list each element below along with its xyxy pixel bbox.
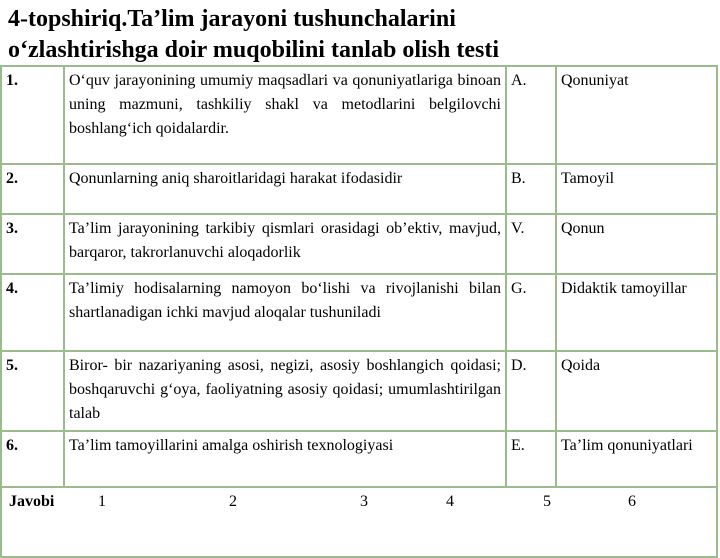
answer-slot-6[interactable]: 6 [628,493,636,510]
table-row [1,164,717,214]
table-row [1,274,717,351]
row-number: 5. [1,351,64,431]
option-letter: V. [506,214,556,274]
statement-text: Ta’lim jarayonining tarkibiy qismlari orasidagi ob’ektiv, mavjud, barqaror, takrorlanuvchi aloqadorlik [64,214,506,274]
answer-row [1,487,717,557]
answer-label: Javobi [9,493,55,510]
option-letter: G. [506,274,556,351]
answer-slot-4[interactable]: 4 [446,493,454,510]
title-line-1: 4-topshiriq.Ta’lim jarayoni tushunchalarini [8,6,456,32]
option-term: Tamoyil [556,164,717,214]
title-line-2: o‘zlashtirishga doir muqobilini tanlab olish testi [8,37,499,63]
row-number: 1. [1,66,64,164]
matching-test-table [0,65,718,558]
option-letter: D. [506,351,556,431]
table-row [1,351,717,431]
answer-slot-5[interactable]: 5 [543,493,551,510]
statement-text: O‘quv jarayonining umumiy maqsadlari va qonuniyatlariga binoan uning mazmuni, tashkiliy shakl va metodlarini belgilovchi boshlang‘ich qoidalardir. [64,66,506,164]
answer-slot-2[interactable]: 2 [229,493,237,510]
row-number: 6. [1,431,64,487]
option-letter: B. [506,164,556,214]
option-letter: A. [506,66,556,164]
table-row [1,66,717,164]
page-title [8,4,648,66]
statement-text: Qonunlarning aniq sharoitlaridagi harakat ifodasidir [64,164,506,214]
option-term: Qonun [556,214,717,274]
option-letter: E. [506,431,556,487]
option-term: Qonuniyat [556,66,717,164]
table-row [1,214,717,274]
option-term: Ta’lim qonuniyatlari [556,431,717,487]
answer-cell [1,487,717,557]
row-number: 3. [1,214,64,274]
row-number: 4. [1,274,64,351]
option-term: Qoida [556,351,717,431]
row-number: 2. [1,164,64,214]
statement-text: Biror- bir nazariyaning asosi, negizi, asosiy boshlangich qoidasi; boshqaruvchi g‘oya, faoliyatning asosiy qoidasi; umumlashtirilgan talab [64,351,506,431]
statement-text: Ta’limiy hodisalarning namoyon bo‘lishi va rivojlanishi bilan shartlanadigan ichki mavjud aloqalar tushuniladi [64,274,506,351]
answer-slot-3[interactable]: 3 [360,493,368,510]
table-row [1,431,717,487]
answer-slot-1[interactable]: 1 [98,493,106,510]
statement-text: Ta’lim tamoyillarini amalga oshirish texnologiyasi [64,431,506,487]
option-term: Didaktik tamoyillar [556,274,717,351]
